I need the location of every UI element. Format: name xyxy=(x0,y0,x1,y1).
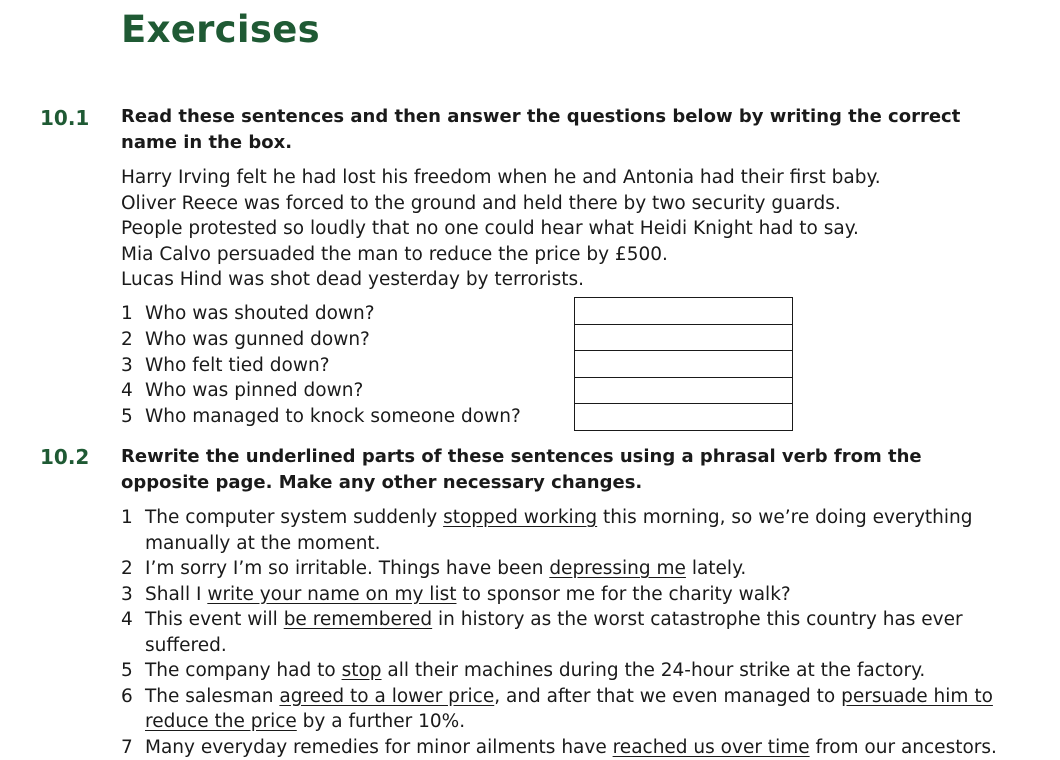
sentence: Harry Irving felt he had lost his freedom when he and Antonia had their first baby. xyxy=(121,165,881,191)
answer-box[interactable] xyxy=(575,351,792,378)
item-number: 1 xyxy=(121,505,145,556)
question-number: 5 xyxy=(121,404,145,430)
question-number: 3 xyxy=(121,353,145,379)
sentence: Lucas Hind was shot dead yesterday by terrorists. xyxy=(121,267,584,293)
text-segment: The company had to xyxy=(145,660,342,681)
item-number: 6 xyxy=(121,684,145,735)
rewrite-item xyxy=(121,582,1041,608)
rewrite-item xyxy=(121,658,1041,684)
rewrite-item xyxy=(121,735,1041,760)
rewrite-item xyxy=(121,556,1041,582)
rewrite-item xyxy=(121,684,1041,735)
question-number: 2 xyxy=(121,327,145,353)
underlined-phrase: depressing me xyxy=(549,558,686,579)
text-segment: all their machines during the 24-hour strike at the factory. xyxy=(382,660,926,681)
underlined-phrase: write your name on my list xyxy=(207,584,456,605)
underlined-phrase: be remembered xyxy=(284,609,432,630)
text-segment: Shall I xyxy=(145,584,207,605)
item-text xyxy=(145,607,1041,658)
item-text xyxy=(145,556,746,582)
sentence: People protested so loudly that no one could hear what Heidi Knight had to say. xyxy=(121,216,859,242)
exercise-number-10-2: 10.2 xyxy=(40,445,89,469)
question-text: Who felt tied down? xyxy=(145,355,330,376)
item-number: 4 xyxy=(121,607,145,658)
underlined-phrase: stopped working xyxy=(443,507,597,528)
exercise-instruction-10-2: Rewrite the underlined parts of these sentences using a phrasal verb from the opposite page. Make any other necessary changes. xyxy=(121,444,961,496)
rewrite-item xyxy=(121,607,1041,658)
item-text xyxy=(145,735,997,760)
rewrite-list xyxy=(121,505,1041,760)
text-segment: lately. xyxy=(686,558,746,579)
rewrite-item xyxy=(121,505,1041,556)
question-number: 1 xyxy=(121,301,145,327)
sentence: Mia Calvo persuaded the man to reduce the price by £500. xyxy=(121,242,668,268)
text-segment: The salesman xyxy=(145,686,279,707)
question-item xyxy=(121,404,521,430)
item-text xyxy=(145,505,1041,556)
answer-box[interactable] xyxy=(575,298,792,325)
page-title: Exercises xyxy=(121,8,320,51)
item-text xyxy=(145,684,1041,735)
sentence: Oliver Reece was forced to the ground and held there by two security guards. xyxy=(121,191,841,217)
question-item xyxy=(121,353,330,379)
underlined-phrase: agreed to a lower price xyxy=(279,686,494,707)
question-text: Who was shouted down? xyxy=(145,303,375,324)
answer-boxes xyxy=(574,297,793,431)
question-item xyxy=(121,327,370,353)
text-segment: in history as the worst catastrophe this country has ever suffered. xyxy=(145,609,963,656)
question-text: Who was pinned down? xyxy=(145,380,363,401)
text-segment: This event will xyxy=(145,609,284,630)
item-text xyxy=(145,582,791,608)
text-segment: to sponsor me for the charity walk? xyxy=(456,584,790,605)
text-segment: , and after that we even managed to xyxy=(494,686,841,707)
exercise-number-10-1: 10.1 xyxy=(40,106,89,130)
underlined-phrase: stop xyxy=(342,660,382,681)
question-item xyxy=(121,378,363,404)
text-segment: I’m sorry I’m so irritable. Things have been xyxy=(145,558,549,579)
answer-box[interactable] xyxy=(575,404,792,430)
question-text: Who managed to knock someone down? xyxy=(145,406,521,427)
exercise-instruction-10-1: Read these sentences and then answer the questions below by writing the correct name in the box. xyxy=(121,104,961,156)
underlined-phrase: reached us over time xyxy=(613,737,810,758)
answer-box[interactable] xyxy=(575,378,792,405)
underlined-phrase: persuade him to reduce the price xyxy=(145,686,993,733)
text-segment: The computer system suddenly xyxy=(145,507,443,528)
question-text: Who was gunned down? xyxy=(145,329,370,350)
text-segment: by a further 10%. xyxy=(297,711,465,732)
item-number: 3 xyxy=(121,582,145,608)
item-number: 2 xyxy=(121,556,145,582)
item-number: 7 xyxy=(121,735,145,760)
question-number: 4 xyxy=(121,378,145,404)
answer-box[interactable] xyxy=(575,325,792,352)
item-number: 5 xyxy=(121,658,145,684)
text-segment: this morning, so we’re doing everything manually at the moment. xyxy=(145,507,973,554)
question-item xyxy=(121,301,375,327)
text-segment: Many everyday remedies for minor ailments have xyxy=(145,737,613,758)
item-text xyxy=(145,658,925,684)
text-segment: from our ancestors. xyxy=(810,737,997,758)
